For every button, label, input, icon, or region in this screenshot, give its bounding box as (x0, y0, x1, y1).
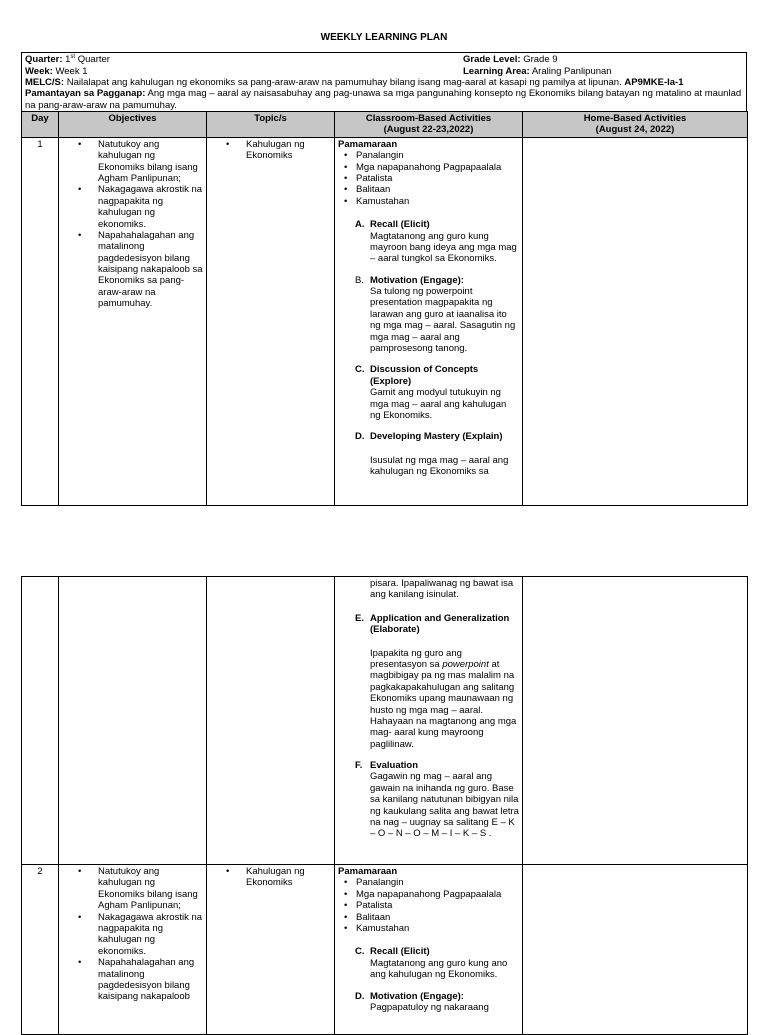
step-text: Sa tulong ng powerpoint presentation magpapakita ng larawan ang guro at iaanalisa ito ng mga mag – aaral. Sasagutin ng mga mag – aaral ang pamprosesong tanong. (370, 286, 516, 355)
prelim-item: • Mga napapanahong Pagpapaalala (356, 889, 519, 900)
col-day: Day (22, 112, 59, 138)
prelim-item: • Kamustahan (356, 196, 519, 207)
quarter-field (25, 54, 110, 66)
pamantayan-field (25, 88, 743, 111)
step-text: Gagawin ng mag – aaral ang gawain na inihanda ng guro. Base sa kanilang natutunan bibigyan nila ng kaukulang salita ang bawat letra na nag – uugnay sa salitang E – K – O – N – O – M – I – K – S . (370, 771, 519, 840)
pamamaraan-heading: Pamamaraan (338, 866, 398, 877)
objective-item: • Napahahalagahan ang matalinong pagdedesisyon bilang kaisipang nakapaloob (98, 957, 203, 1003)
topic-item: • Kahulugan ng Ekonomiks (246, 866, 331, 889)
objective-item: • Natutukoy ang kahulugan ng Ekonomiks bilang isang Agham Panlipunan; (98, 866, 203, 912)
step-application (338, 613, 519, 750)
step-heading: Motivation (Engage): (370, 990, 464, 1002)
col-classroom (335, 112, 523, 138)
step-recall (338, 219, 519, 265)
col-topics: Topic/s (207, 112, 335, 138)
objective-item: • Natutukoy ang kahulugan ng Ekonomiks bilang isang Agham Panlipunan; (98, 139, 203, 185)
week-value: Week 1 (55, 65, 88, 77)
table-row-day2 (22, 865, 748, 1035)
melc-label: MELC/S: (25, 76, 65, 88)
objective-item: • Napahahalagahan ang matalinong pagdedesisyon bilang kaisipang nakapaloob sa Ekonomiks sa pang-araw-araw na pamumuhay. (98, 230, 203, 310)
melc-value: Nailalapat ang kahulugan ng ekonomiks sa pang-araw-araw na pamumuhay bilang isang mag-aaral at kasapi ng pamilya at lipunan. (66, 76, 622, 88)
col-classroom-label: Classroom-Based Activities (365, 113, 492, 124)
step-letter: D. (355, 990, 365, 1002)
prelim-item: • Panalangin (356, 877, 519, 888)
area-label: Learning Area: (463, 65, 530, 77)
step-letter: D. (355, 431, 365, 443)
day-number: 2 (22, 865, 59, 1035)
prelim-item: • Panalangin (356, 150, 519, 161)
objectives-cell (59, 137, 207, 505)
home-activities-cell (523, 865, 748, 1035)
step-heading: Developing Mastery (Explain) (370, 431, 503, 443)
topics-cell (207, 137, 335, 505)
col-home-label: Home-Based Activities (583, 113, 687, 124)
quarter-label: Quarter: (25, 54, 63, 66)
prelim-item: • Patalista (356, 900, 519, 911)
objectives-cell (59, 865, 207, 1035)
prelim-item: • Mga napapanahong Pagpapaalala (356, 162, 519, 173)
area-field (463, 66, 743, 77)
prelim-item: • Balitaan (356, 912, 519, 923)
step-discussion (338, 364, 519, 421)
step-text: Magtatanong ang guro kung ano ang kahulugan ng Ekonomiks. (370, 957, 508, 981)
step-recall (338, 946, 519, 980)
step-heading: Application and Generalization (Elaborate) (370, 612, 510, 636)
grade-value: Grade 9 (523, 54, 558, 65)
topics-cell-empty (207, 577, 335, 865)
table-row-day1-continued (22, 577, 748, 865)
objective-item: • Nakagagawa akrostik na nagpapakita ng kahulugan ng ekonomiks. (98, 912, 203, 958)
header-row-week (25, 66, 743, 77)
col-home-date: (August 24, 2022) (595, 124, 675, 136)
step-text-part: at magbibigay pa ng mas malalim na pagkakapakahulugan ang salitang Ekonomiks upang maunawaan ng husto ng mga mag – aaral. Hahayaan na magtanong ang mga mag- aaral kung mayroong paglilinaw. (370, 658, 517, 750)
pamamaraan-heading: Pamamaraan (338, 138, 398, 150)
step-letter: C. (355, 364, 365, 376)
plan-table-page2 (21, 576, 748, 1035)
step-heading: Recall (Elicit) (370, 219, 430, 231)
topic-item: • Kahulugan ng Ekonomiks (246, 139, 331, 162)
melc-code: AP9MKE-Ia-1 (624, 76, 684, 88)
area-value: Araling Panlipunan (531, 65, 612, 77)
classroom-activities-cell (335, 577, 523, 865)
step-letter: F. (355, 760, 363, 772)
week-label: Week: (25, 65, 53, 77)
day-number: 1 (22, 137, 59, 505)
prelim-item: • Patalista (356, 173, 519, 184)
classroom-activities-cell (335, 137, 523, 505)
classroom-activities-cell (335, 865, 523, 1035)
pamantayan-label: Pamantayan sa Pagganap: (25, 88, 146, 100)
step-text: Pagpapatuloy ng nakaraang (370, 1001, 489, 1013)
day-cell-empty (22, 577, 59, 865)
step-letter: A. (355, 219, 365, 231)
step-text: Gamit ang modyul tutukuyin ng mga mag – aaral ang kahulugan ng Ekonomiks. (370, 387, 507, 421)
step-motivation (338, 275, 519, 355)
col-objectives: Objectives (59, 112, 207, 138)
quarter-value: Quarter (77, 54, 110, 66)
step-motivation (338, 991, 519, 1014)
pamantayan-value: Ang mga mag – aaral ay naisasabuhay ang pag-unawa sa mga pangunahing konsepto ng Ekonomiks bilang batayan ng matalino at maunlad na pang-araw-araw na pamumuhay. (25, 88, 742, 111)
step-text: Isusulat ng mga mag – aaral ang kahulugan ng Ekonomiks sa (370, 454, 509, 478)
step-text-part: Ipapakita ng guro ang presentasyon sa (370, 647, 462, 670)
quarter-suffix: st (70, 54, 76, 60)
topics-cell (207, 865, 335, 1035)
step-text (370, 648, 519, 751)
step-text: pisara. Ipapaliwanag ng bawat isa ang kanilang isinulat. (370, 578, 514, 601)
plan-table-page1 (21, 111, 748, 506)
table-header-row (22, 112, 748, 138)
objectives-cell-empty (59, 577, 207, 865)
step-letter: C. (355, 946, 365, 958)
step-text-emphasis: powerpoint (442, 658, 489, 670)
col-home (523, 112, 748, 138)
step-heading: Motivation (Engage): (370, 274, 464, 286)
quarter-number: 1 (65, 54, 71, 66)
week-field (25, 66, 88, 77)
home-activities-cell (523, 137, 748, 505)
objective-item: • Nakagagawa akrostik na nagpapakita ng kahulugan ng ekonomiks. (98, 184, 203, 230)
plan-header (21, 52, 747, 113)
step-mastery (338, 431, 519, 477)
table-row-day1 (22, 137, 748, 505)
home-activities-cell (523, 577, 748, 865)
melc-field (25, 77, 743, 88)
col-classroom-date: (August 22-23,2022) (383, 124, 474, 136)
step-heading: Recall (Elicit) (370, 946, 430, 958)
grade-field (463, 54, 743, 66)
prelim-item: • Kamustahan (356, 923, 519, 934)
step-heading: Discussion of Concepts (Explore) (370, 364, 479, 387)
prelim-item: • Balitaan (356, 184, 519, 195)
step-heading: Evaluation (370, 760, 419, 772)
step-text: Magtatanong ang guro kung mayroon bang ideya ang mga mag – aaral tungkol sa Ekonomiks. (370, 230, 517, 265)
step-letter: E. (355, 612, 364, 624)
page-title: WEEKLY LEARNING PLAN (320, 32, 448, 43)
step-letter: B. (355, 274, 364, 286)
header-row-quarter (25, 54, 743, 66)
grade-label: Grade Level: (463, 54, 521, 65)
step-evaluation (338, 760, 519, 840)
